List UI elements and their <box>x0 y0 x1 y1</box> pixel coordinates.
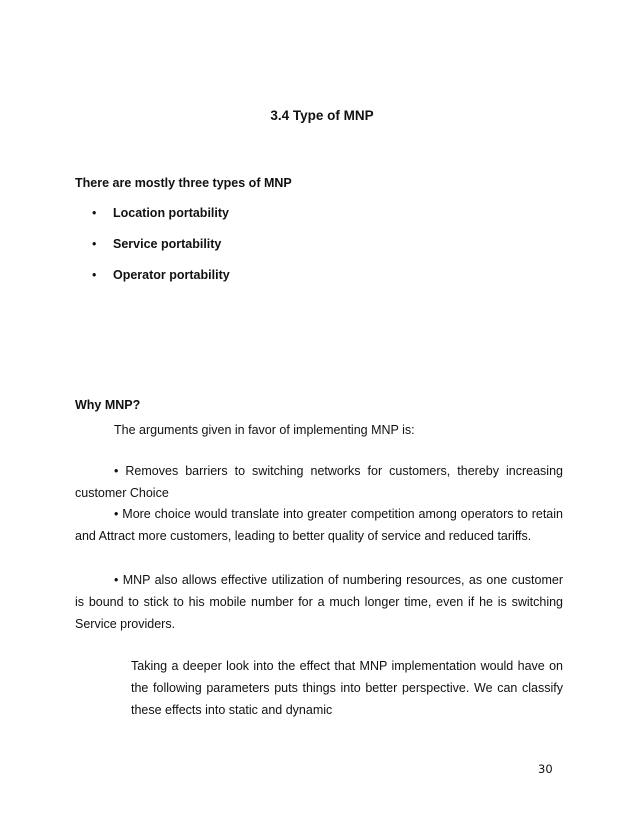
paragraph-line: • More choice would translate into greater competition among operators to retain <box>114 507 563 521</box>
paragraph-line: is bound to stick to his mobile number for a much longer time, even if he is switching <box>75 595 563 609</box>
paragraph-line: customer Choice <box>75 486 169 500</box>
list-item <box>92 206 230 237</box>
paragraph-line: • MNP also allows effective utilization of numbering resources, as one customer <box>114 573 563 587</box>
section-heading: 3.4 Type of MNP <box>270 108 374 123</box>
page-number: 30 <box>538 762 553 776</box>
paragraph-line: • Removes barriers to switching networks for customers, thereby increasing <box>114 464 563 478</box>
list-item <box>92 268 230 299</box>
paragraph-line: Service providers. <box>75 617 176 631</box>
types-intro: There are mostly three types of MNP <box>75 176 292 190</box>
arguments-intro <box>75 419 563 441</box>
arguments-intro-text: The arguments given in favor of implementing MNP is: <box>114 423 415 437</box>
list-item-label: Location portability <box>113 206 229 220</box>
why-mnp-heading: Why MNP? <box>75 398 141 412</box>
paragraph-line: these effects into static and dynamic <box>131 703 333 717</box>
paragraph-line: the following parameters puts things into better perspective. We can classify <box>131 681 563 695</box>
bullet-icon: • <box>92 237 97 251</box>
bullet-icon: • <box>92 268 97 282</box>
list-item <box>92 237 230 268</box>
deeper-look-paragraph <box>131 655 563 721</box>
paragraph-line: and Attract more customers, leading to better quality of service and reduced tariffs. <box>75 529 532 543</box>
argument-paragraph-3 <box>75 569 563 635</box>
argument-paragraph-2 <box>75 503 563 547</box>
list-item-label: Service portability <box>113 237 222 251</box>
paragraph-line: Taking a deeper look into the effect that MNP implementation would have on <box>131 659 563 673</box>
mnp-types-list <box>92 206 230 299</box>
list-item-label: Operator portability <box>113 268 230 282</box>
argument-paragraph-1 <box>75 460 563 504</box>
bullet-icon: • <box>92 206 97 220</box>
